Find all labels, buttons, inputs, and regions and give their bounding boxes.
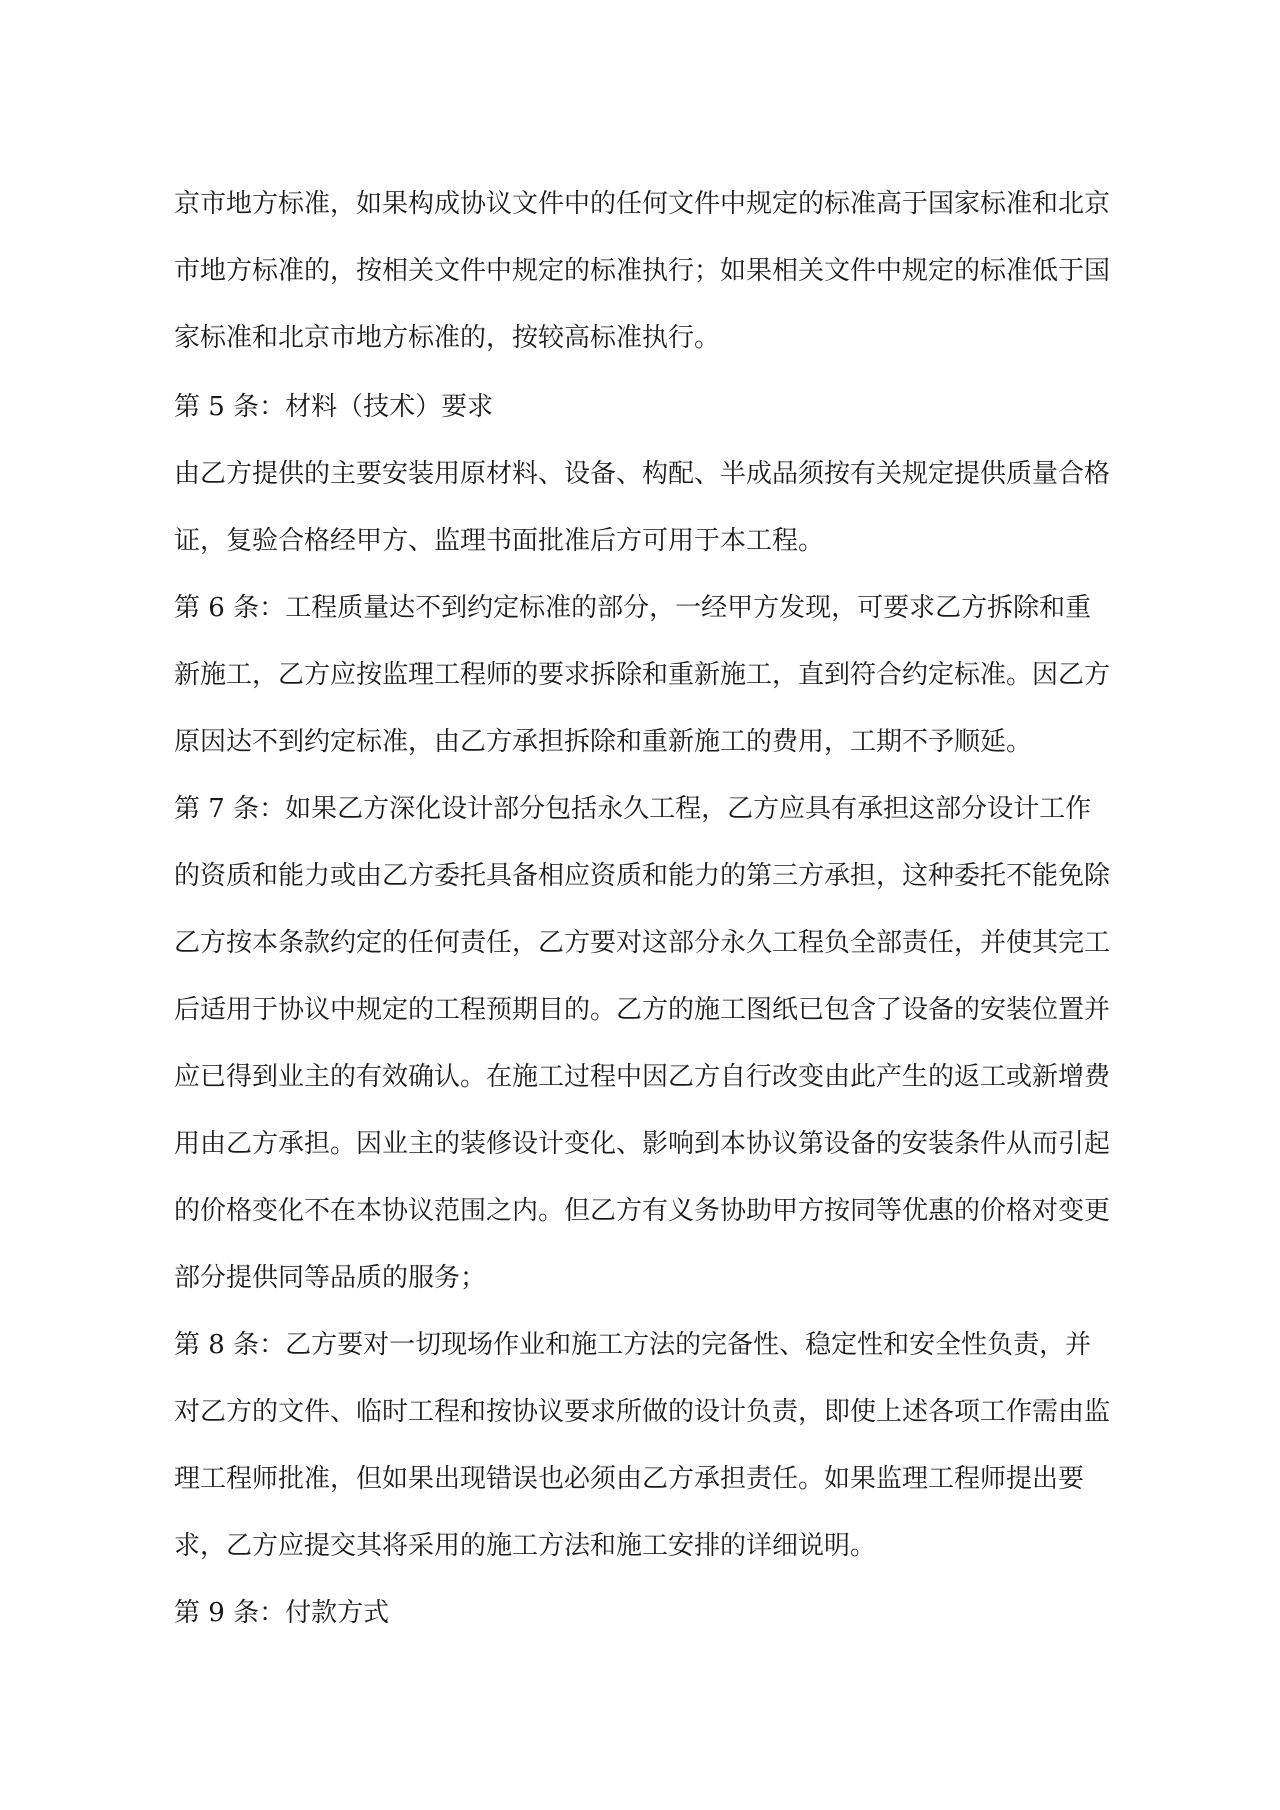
text-line: 市地方标准的，按相关文件中规定的标准执行；如果相关文件中规定的标准低于国 bbox=[174, 256, 1111, 286]
text-line: 的资质和能力或由乙方委托具备相应资质和能力的第三方承担，这种委托不能免除 bbox=[174, 861, 1111, 891]
text-line: 京市地方标准，如果构成协议文件中的任何文件中规定的标准高于国家标准和北京 bbox=[174, 189, 1111, 219]
text-line: 理工程师批准，但如果出现错误也必须由乙方承担责任。如果监理工程师提出要 bbox=[174, 1464, 1085, 1494]
text-line: 证，复验合格经甲方、监理书面批准后方可用于本工程。 bbox=[174, 526, 825, 556]
text-line: 对乙方的文件、临时工程和按协议要求所做的设计负责，即使上述各项工作需由监 bbox=[174, 1397, 1111, 1427]
clause-9-heading: 第 9 条：付款方式 bbox=[174, 1598, 390, 1628]
text-line: 求，乙方应提交其将采用的施工方法和施工安排的详细说明。 bbox=[174, 1531, 877, 1561]
text-line: 的价格变化不在本协议范围之内。但乙方有义务协助甲方按同等优惠的价格对变更 bbox=[174, 1196, 1111, 1226]
clause-7-text: 第 7 条：如果乙方深化设计部分包括永久工程，乙方应具有承担这部分设计工作 bbox=[174, 794, 1092, 824]
text-line: 乙方按本条款约定的任何责任，乙方要对这部分永久工程负全部责任，并使其完工 bbox=[174, 928, 1111, 958]
text-line: 应已得到业主的有效确认。在施工过程中因乙方自行改变由此产生的返工或新增费 bbox=[174, 1062, 1111, 1092]
text-line: 家标准和北京市地方标准的，按较高标准执行。 bbox=[174, 323, 721, 353]
text-line: 部分提供同等品质的服务； bbox=[174, 1263, 487, 1293]
clause-8-text: 第 8 条：乙方要对一切现场作业和施工方法的完备性、稳定性和安全性负责，并 bbox=[174, 1330, 1092, 1360]
text-line: 原因达不到约定标准，由乙方承担拆除和重新施工的费用，工期不予顺延。 bbox=[174, 727, 1033, 757]
text-line: 后适用于协议中规定的工程预期目的。乙方的施工图纸已包含了设备的安装位置并 bbox=[174, 995, 1111, 1025]
text-line: 由乙方提供的主要安装用原材料、设备、构配、半成品须按有关规定提供质量合格 bbox=[174, 459, 1111, 489]
clause-6-text: 第 6 条：工程质量达不到约定标准的部分，一经甲方发现，可要求乙方拆除和重 bbox=[174, 593, 1092, 623]
clause-5-heading: 第 5 条：材料（技术）要求 bbox=[174, 392, 494, 422]
text-line: 新施工，乙方应按监理工程师的要求拆除和重新施工，直到符合约定标准。因乙方 bbox=[174, 660, 1111, 690]
text-line: 用由乙方承担。因业主的装修设计变化、影响到本协议第设备的安装条件从而引起 bbox=[174, 1129, 1111, 1159]
